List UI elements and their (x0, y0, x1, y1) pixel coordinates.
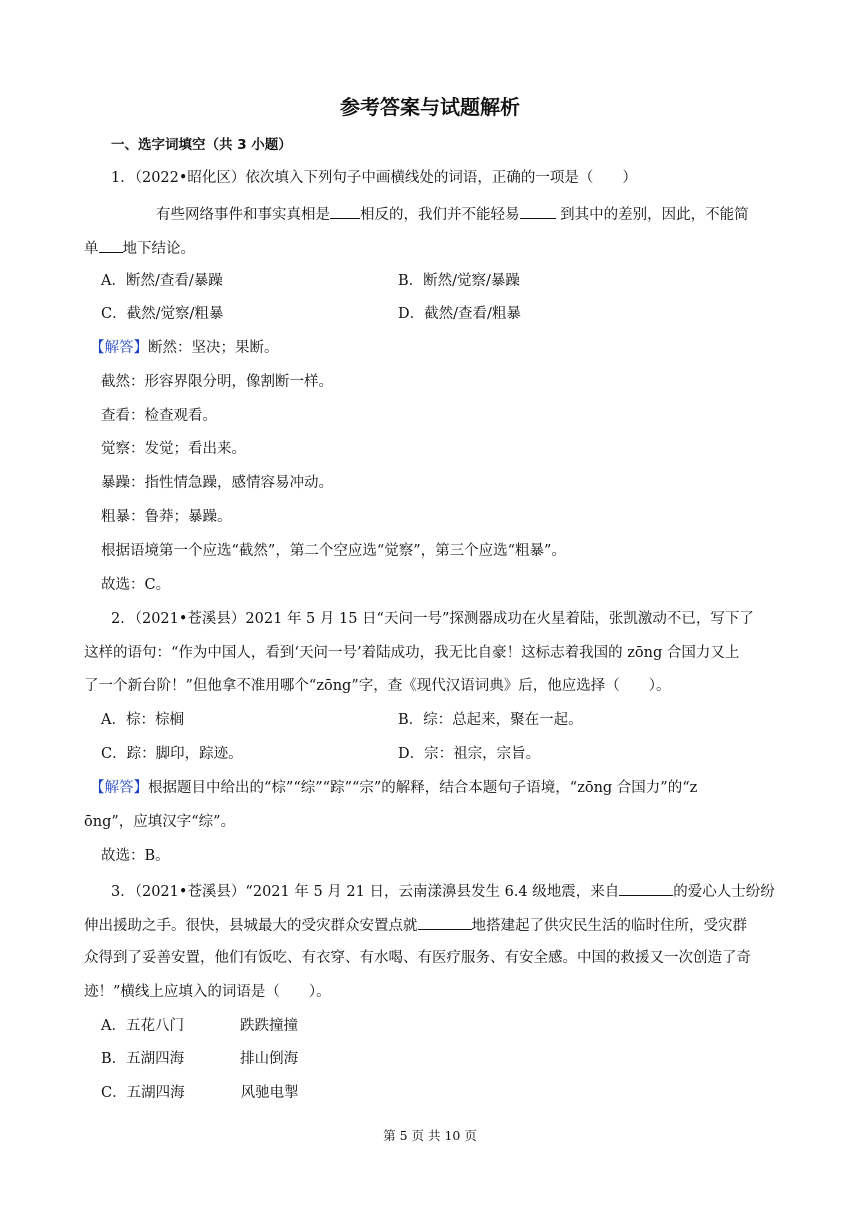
q1-answer-line2: 截然：形容界限分明，像割断一样。 (101, 374, 333, 390)
q3-stem-text: 伸出援助之手。很快，县城最大的受灾群众安置点就 (84, 918, 418, 934)
q1-sentence-text: 有些网络事件和事实真相是 (156, 207, 330, 223)
q1-answer-line1 (90, 338, 279, 358)
q1-sentence-text: 地下结论。 (122, 241, 195, 257)
q3-stem-line2 (84, 914, 747, 936)
page-footer: 第 5 页 共 10 页 (383, 1128, 477, 1143)
q3-stem-line4: 迹！”横线上应填入的词语是（ ）。 (84, 984, 331, 1000)
option-word: 风驰电掣 (240, 1085, 299, 1101)
q1-sentence-line1 (156, 203, 749, 225)
option-label: C．五湖四海 (101, 1085, 185, 1101)
q1-sentence-text: 到其中的差别，因此，不能简 (555, 207, 749, 223)
q2-choice: 故选：B。 (101, 848, 170, 864)
q2-stem-line2: 这样的语句：“作为中国人，看到‘天问一号’着陆成功，我无比自豪！这标志着我国的 zōng 合国力又上 (84, 645, 740, 661)
q1-option-a: A．断然/查看/暴躁 (101, 273, 223, 289)
q1-option-c: C．截然/觉察/粗暴 (101, 306, 224, 322)
q1-answer-line6: 粗暴：鲁莽；暴躁。 (101, 509, 232, 525)
blank-line (520, 203, 556, 219)
q3-option-a (101, 1016, 298, 1036)
answer-text: 断然：坚决；果断。 (148, 340, 279, 356)
page-title: 参考答案与试题解析 (340, 95, 520, 119)
q2-answer-line2: ōng”，应填汉字“综”。 (84, 814, 236, 830)
q1-answer-line7: 根据语境第一个应选“截然”，第二个空应选“觉察”，第三个应选“粗暴”。 (101, 543, 566, 559)
q3-stem-text: 的爱心人士纷纷 (673, 884, 775, 900)
q3-stem-text: 地搭建起了供灾民生活的临时住所，受灾群 (471, 918, 747, 934)
q1-sentence-text: 相反的，我们并不能轻易 (360, 207, 520, 223)
q2-stem-line1: 2．（2021•苍溪县）2021 年 5 月 15 日“天问一号”探测器成功在火星着陆，张凯激动不已，写下了 (111, 611, 754, 627)
q1-sentence-line2 (84, 237, 195, 259)
q2-stem-line3: 了一个新台阶！”但他拿不准用哪个“zōng”字，查《现代汉语词典》后，他应选择（ ）。 (84, 678, 671, 694)
option-word: 排山倒海 (240, 1051, 299, 1067)
q3-stem-line1 (111, 880, 775, 902)
blank-line (619, 880, 673, 896)
q2-option-d: D．宗：祖宗，宗旨。 (398, 746, 541, 762)
section-heading: 一、选字词填空（共 3 小题） (111, 137, 292, 153)
q2-option-c: C．踪：脚印，踪迹。 (101, 746, 243, 762)
blank-line (330, 203, 360, 219)
q1-stem: 1．（2022•昭化区）依次填入下列句子中画横线处的词语，正确的一项是（ ） (111, 170, 637, 186)
answer-tag: 【解答】 (90, 780, 148, 796)
option-label: A．五花八门 (101, 1018, 184, 1034)
q2-option-b: B．综：总起来，聚在一起。 (398, 712, 583, 728)
q2-option-a: A．棕：棕榈 (101, 712, 184, 728)
option-word: 跌跌撞撞 (239, 1018, 298, 1034)
answer-text: 根据题目中给出的“棕”“综”“踪”“宗”的解释，结合本题句子语境，“zōng 合国力”的“z (148, 780, 698, 796)
q3-stem-text: 3．（2021•苍溪县）“2021 年 5 月 21 日，云南漾濞县发生 6.4 级地震，来自 (111, 884, 620, 900)
q3-stem-line3: 众得到了妥善安置，他们有饭吃、有衣穿、有水喝、有医疗服务、有安全感。中国的救援又一次创造了奇 (84, 950, 751, 966)
q2-answer-line1 (90, 778, 697, 798)
q1-choice: 故选：C。 (101, 577, 171, 593)
blank-line (418, 914, 472, 930)
q1-option-b: B．断然/觉察/暴躁 (398, 273, 520, 289)
q1-sentence-text: 单 (84, 241, 99, 257)
q3-option-c (101, 1083, 299, 1103)
q1-answer-line4: 觉察：发觉；看出来。 (101, 441, 246, 457)
answer-tag: 【解答】 (90, 340, 148, 356)
q1-option-d: D．截然/查看/粗暴 (398, 306, 521, 322)
option-label: B．五湖四海 (101, 1051, 185, 1067)
q3-option-b (101, 1049, 298, 1069)
q1-answer-line5: 暴躁：指性情急躁，感情容易冲动。 (101, 475, 333, 491)
q1-answer-line3: 查看：检查观看。 (101, 408, 217, 424)
blank-line (99, 237, 123, 253)
